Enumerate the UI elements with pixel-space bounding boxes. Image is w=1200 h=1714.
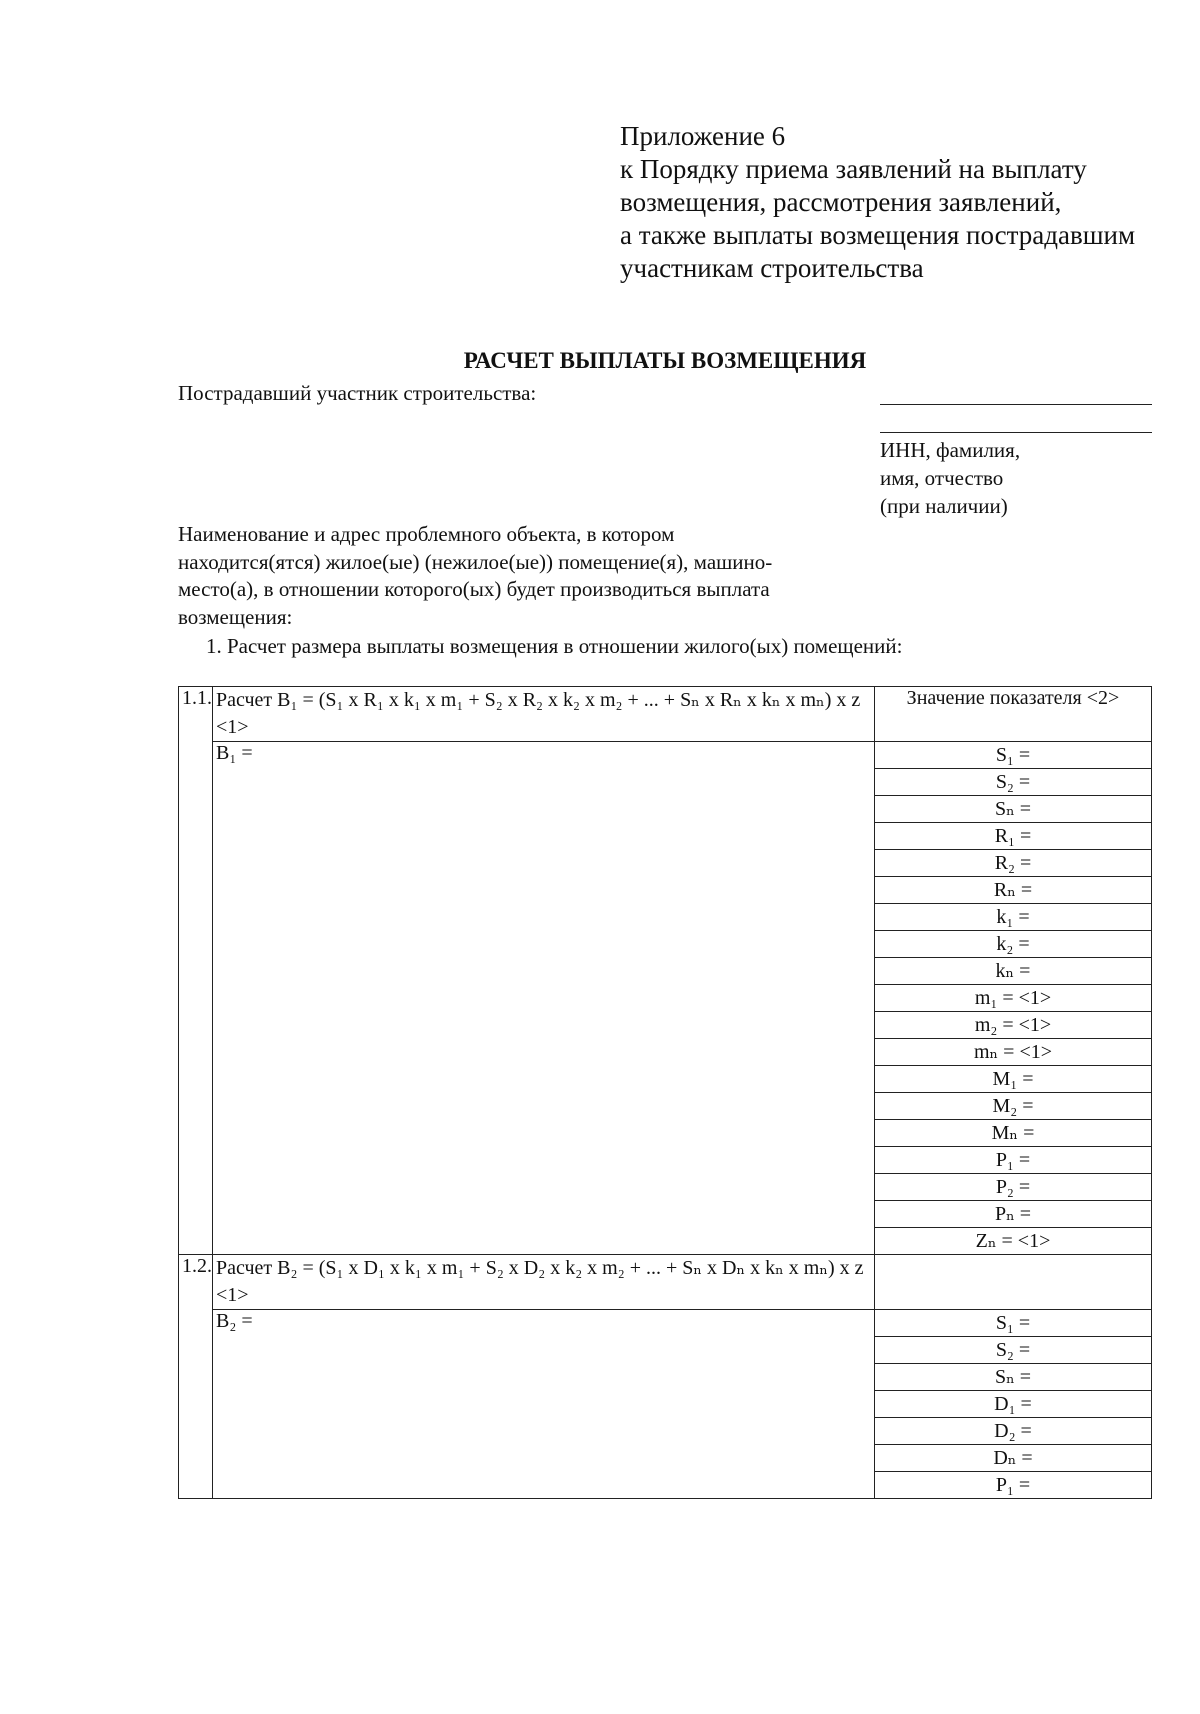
indicator-value: S₂ = xyxy=(875,1337,1152,1364)
indicator-value: Sₙ = xyxy=(875,796,1152,823)
caption-line: (при наличии) xyxy=(880,494,1008,518)
calculation-table xyxy=(178,686,1152,1499)
participant-label: Пострадавший участник строительства: xyxy=(178,381,537,405)
table-row xyxy=(179,742,1152,769)
formula-header: Расчет B₁ = (S₁ x R₁ x k₁ x m₁ + S₂ x R₂ x k₂ x m₂ + ... + Sₙ x Rₙ x kₙ x mₙ) x z <1> xyxy=(213,687,875,742)
appendix-line: участникам строительства xyxy=(620,253,924,283)
indicator-value: Sₙ = xyxy=(875,1364,1152,1391)
table-header-row xyxy=(179,1255,1152,1310)
object-line: возмещения: xyxy=(178,604,293,629)
formula-result-cell: B₂ = xyxy=(213,1310,875,1499)
appendix-line: Приложение 6 xyxy=(620,121,786,151)
indicator-value: D₁ = xyxy=(875,1391,1152,1418)
object-line: место(а), в отношении которого(ых) будет производиться выплата xyxy=(178,577,770,601)
indicator-value: k₂ = xyxy=(875,931,1152,958)
table-row xyxy=(179,1310,1152,1337)
participant-line xyxy=(880,404,1152,405)
indicator-value: P₁ = xyxy=(875,1472,1152,1499)
indicator-value: P₂ = xyxy=(875,1174,1152,1201)
value-header: Значение показателя <2> xyxy=(875,687,1152,742)
indicator-value: Rₙ = xyxy=(875,877,1152,904)
indicator-value: Mₙ = xyxy=(875,1120,1152,1147)
indicator-value: Pₙ = xyxy=(875,1201,1152,1228)
row-number: 1.1. xyxy=(179,687,213,1255)
indicator-value: kₙ = xyxy=(875,958,1152,985)
indicator-value: R₁ = xyxy=(875,823,1152,850)
indicator-value: D₂ = xyxy=(875,1418,1152,1445)
indicator-value: R₂ = xyxy=(875,850,1152,877)
object-line: Наименование и адрес проблемного объекта, в котором xyxy=(178,522,675,546)
section-heading: 1. Расчет размера выплаты возмещения в отношении жилого(ых) помещений: xyxy=(206,634,903,658)
participant-line xyxy=(880,432,1152,433)
indicator-value: M₂ = xyxy=(875,1093,1152,1120)
indicator-value: mₙ = <1> xyxy=(875,1039,1152,1066)
indicator-value: m₁ = <1> xyxy=(875,985,1152,1012)
indicator-value: S₁ = xyxy=(875,1310,1152,1337)
indicator-value: Dₙ = xyxy=(875,1445,1152,1472)
indicator-value: m₂ = <1> xyxy=(875,1012,1152,1039)
table-header-row xyxy=(179,687,1152,742)
appendix-line: возмещения, рассмотрения заявлений, xyxy=(620,187,1062,217)
caption-line: имя, отчество xyxy=(880,466,1004,490)
value-header xyxy=(875,1255,1152,1310)
appendix-header xyxy=(620,120,1180,285)
indicator-value: S₂ = xyxy=(875,769,1152,796)
indicator-value: k₁ = xyxy=(875,904,1152,931)
row-number: 1.2. xyxy=(179,1255,213,1499)
indicator-value: M₁ = xyxy=(875,1066,1152,1093)
appendix-line: к Порядку приема заявлений на выплату xyxy=(620,154,1087,184)
object-description xyxy=(178,521,858,631)
indicator-value: S₁ = xyxy=(875,742,1152,769)
formula-header: Расчет B₂ = (S₁ x D₁ x k₁ x m₁ + S₂ x D₂ x k₂ x m₂ + ... + Sₙ x Dₙ x kₙ x mₙ) x z <1> xyxy=(213,1255,875,1310)
appendix-line: а также выплаты возмещения пострадавшим xyxy=(620,220,1136,250)
caption-line: ИНН, фамилия, xyxy=(880,438,1021,462)
formula-result-cell: B₁ = xyxy=(213,742,875,1255)
document-title: РАСЧЕТ ВЫПЛАТЫ ВОЗМЕЩЕНИЯ xyxy=(463,348,867,373)
participant-caption xyxy=(880,436,1020,520)
object-line: находится(ятся) жилое(ые) (нежилое(ые)) помещение(я), машино- xyxy=(178,549,773,574)
indicator-value: Zₙ = <1> xyxy=(875,1228,1152,1255)
indicator-value: P₁ = xyxy=(875,1147,1152,1174)
